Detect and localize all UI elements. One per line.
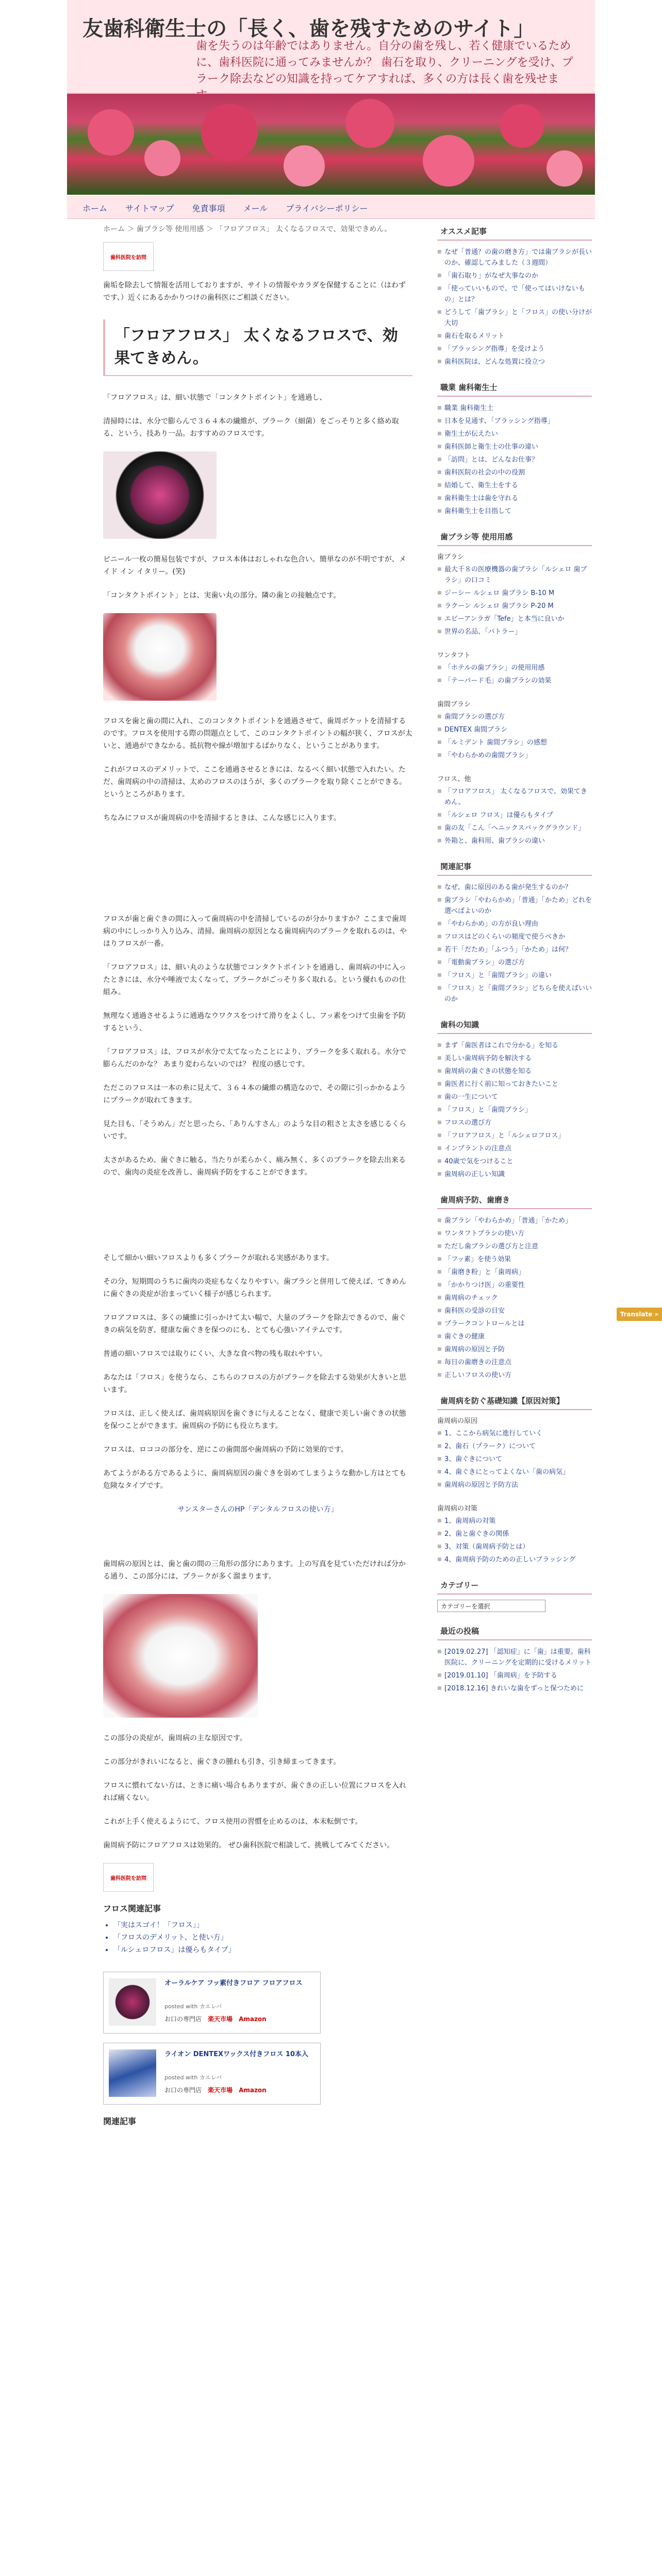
sidebar-link[interactable]: ■ 「フロス」と「歯間ブラシ」の違い — [437, 969, 592, 982]
sidebar-link[interactable]: ■ 「使っていいもので、で「使ってはいけないもの」とは？ — [437, 282, 592, 306]
sidebar-link[interactable]: ■ 2、歯石（プラーク）について — [437, 1440, 592, 1453]
sidebar-link[interactable]: ■ 歯周病の歯ぐきの状態を知る — [437, 1065, 592, 1078]
interdental-list — [437, 710, 592, 762]
basics-measure-list — [437, 1515, 592, 1566]
hygienist-list — [437, 402, 592, 518]
sunstar-link[interactable]: サンスターさんのHP「デンタルフロスの使い方」 — [177, 1505, 338, 1514]
sidebar-link[interactable]: ■ 「ルシェロ フロス」は優らもタイプ — [437, 809, 592, 822]
sidebar-link[interactable]: ■ 衛生士が伝えたい — [437, 428, 592, 440]
article-paragraph: あなたは「フロス」を使うなら、こちらのフロスの方がプラークを除去する効果が大きいと思います。 — [103, 1374, 406, 1394]
sidebar-link[interactable]: ■ なぜ、歯に原因のある歯が発生するのか？ — [437, 881, 592, 894]
article-paragraph: その分、短期間のうちに歯肉の炎症もなくなりやすい。歯ブラシと併用して使えば、てきめんに歯ぐきの炎症が治まっていく様子が感じられます。 — [103, 1278, 406, 1298]
sidebar-link[interactable]: ■ 「フロス」と「歯間ブラシ」 — [437, 1104, 592, 1116]
amazon-link[interactable]: Amazon — [239, 2087, 267, 2094]
sidebar-heading-clinic: 歯周病予防、歯磨き — [437, 1192, 592, 1209]
sidebar-link[interactable]: ■ フロスの選び方 — [437, 1116, 592, 1129]
clinic-badge-bottom[interactable]: 歯科医院を訪問 — [103, 1863, 154, 1892]
main-content — [103, 224, 412, 2132]
article-paragraph: ただこのフロスは一本の糸に見えて、３６４本の繊維の構造なので、その隙に引っかかるようにプラークが取れてきます。 — [103, 1084, 406, 1105]
spacer — [103, 1527, 412, 1558]
sidebar-link[interactable]: ■ 「歯磨き粉」と「歯周病」 — [437, 1266, 592, 1279]
sidebar-link[interactable]: ■ [2019.01.10] 「歯周病」を予防する — [437, 1669, 592, 1682]
product-card[interactable] — [103, 1972, 321, 2033]
related-link[interactable]: • 「ルシェロフロス」は優らもタイプ」 — [113, 1944, 412, 1956]
group-label: 歯周病の原因 — [437, 1417, 478, 1425]
article-paragraph: この部分の炎症が、歯周病の主な原因です。 — [103, 1734, 247, 1742]
sidebar-link[interactable]: ■ 歯ぐきの健康 — [437, 1330, 592, 1343]
article-paragraph: 歯周病予防にフロアフロスは効果的。 ぜひ歯科医院で相談して、挑戦してみてください。 — [103, 1841, 394, 1850]
sidebar-link[interactable]: ■ 外箱と、歯科用、歯ブラシの違い — [437, 835, 592, 848]
clinic-list — [437, 1214, 592, 1382]
related-sidebar-list — [437, 881, 592, 1006]
sidebar-link[interactable]: ■ 「やわらかめの歯間ブラシ」 — [437, 749, 592, 762]
article-paragraph: あてようがある方であるように、歯周病原因の歯ぐきを弱めてしまうような動かし方はとても危険なタイプです。 — [103, 1469, 406, 1490]
spacer — [103, 836, 412, 913]
sidebar-link[interactable]: ■ [2019.02.27] 「認知症」に「歯」は重要。歯科医院に、クリーニングを定期的に受けるメリット — [437, 1646, 592, 1669]
site-title[interactable]: 友歯科衛生士の「長く、歯を残すためのサイト」 — [82, 17, 535, 41]
nav-mail[interactable]: メール — [243, 204, 268, 213]
translate-button[interactable]: Translate » — [617, 1308, 662, 1321]
sidebar-link[interactable]: ■ プラークコントロールとは — [437, 1317, 592, 1330]
sidebar-link[interactable]: ■ 3、歯ぐきについて — [437, 1453, 592, 1466]
sidebar-link[interactable]: ■ 「訪問」とは、どんなお仕事？ — [437, 453, 592, 466]
sidebar-link[interactable]: ■ 世界の名品、「パトラー」 — [437, 625, 592, 638]
sidebar-link[interactable]: ■ エビーアンラガ「Tefe」と本当に良いか — [437, 613, 592, 625]
sidebar-link[interactable]: ■ 「テーパード毛」の歯ブラシの効果 — [437, 674, 592, 687]
floss-product-photo — [103, 451, 217, 539]
sidebar-link[interactable]: ■ 歯ブラシ「やわらかめ」「普通」「かため」 — [437, 1214, 592, 1227]
sidebar-link[interactable]: ■ 日本を見通す、「ブラッシング指導」 — [437, 415, 592, 428]
sidebar-link[interactable]: ■ 歯の友「こん「ヘニックスバックグラウンド」 — [437, 822, 592, 835]
header-banner-image — [67, 94, 595, 195]
sidebar-link[interactable]: ■ ジーシー ルシェロ 歯ブラシ B-10 M — [437, 587, 592, 600]
article-paragraph: 「コンタクトポイント」とは、実歯い丸の部分。隣の歯との接触点です。 — [103, 591, 341, 600]
article-paragraph: 無理なく通過させるように通過なウワクスをつけて滑りをよくし、フッ素をつけて虫歯を予防するという、 — [103, 1012, 406, 1032]
article-paragraph: この部分がきれいになると、歯ぐきの腫れも引き、引き締まってきます。 — [103, 1758, 341, 1766]
related-heading: フロス関連記事 — [103, 1904, 161, 1913]
article-paragraph: フロアフロスは、多くの繊維に引っかけて太い幅で、大量のプラークを除去できるので、歯ぐきの病気を防ぎ、健康な歯ぐきを保つのにも、とても心強いアイテムです。 — [103, 1314, 406, 1334]
treatment-list — [437, 1039, 592, 1181]
sidebar-link[interactable]: ■ 美しい歯周病予防を解決する — [437, 1052, 592, 1065]
sidebar-link[interactable]: ■ 「電動歯ブラシ」の選び方 — [437, 956, 592, 969]
article-paragraph: 歯周病の原因とは、歯と歯の間の三角形の部分にあります。上の写真を見ていただければ分かる通り、この部分には、プラークが多く溜まります。 — [103, 1560, 406, 1581]
product-thumbnail[interactable] — [109, 1978, 156, 2026]
group-label: フロス、他 — [437, 775, 471, 783]
product-shop — [164, 2014, 267, 2023]
sidebar-link[interactable]: ■ フロスはどのくらいの頻度で使うべきか — [437, 930, 592, 943]
article-paragraph: そして細かい細いフロスよりも多くプラークが取れる実感があります。 — [103, 1254, 334, 1262]
article-paragraph: 「フロアフロス」は、フロスが水分で太てなったことにより、プラークを多く取れる。水分で膨らんだのかな？ あまり変わらないのでは？ 程度の感じです。 — [103, 1048, 406, 1069]
recommend-list — [437, 246, 592, 368]
sidebar-link[interactable]: ■ 歯科衛生士を目指して — [437, 505, 592, 518]
sidebar-link[interactable]: ■ 「歯石取り」がなぜ大事なのか — [437, 269, 592, 282]
sidebar-link[interactable]: ■ 歯石を取るメリット — [437, 330, 592, 343]
sidebar-link[interactable]: ■ 「ブラッシング指導」を受けよう — [437, 343, 592, 355]
sidebar-link[interactable]: ■ 職業 歯科衛生士 — [437, 402, 592, 415]
sidebar-link[interactable]: ■ 「フロアフロス」 太くなるフロスで、効果てきめん。 — [437, 785, 592, 809]
sidebar-link[interactable]: ■ DENTEX 歯間ブラシ — [437, 723, 592, 736]
toothbrush-list — [437, 563, 592, 638]
contact-point-photo — [103, 613, 217, 701]
group-label: ワンタフト — [437, 652, 471, 659]
article-paragraph: ピニール一枚の簡易包装ですが、フロス本体はおしゃれな色合い。簡単なのが不明ですが、メイド イン イタリー。(笑) — [103, 555, 406, 576]
sidebar-link[interactable]: ■ 毎日の歯磨きの注意点 — [437, 1356, 592, 1369]
article-paragraph: 普通の細いフロスでは取りにくい、大きな食べ物の残も取れやすい。 — [103, 1350, 327, 1358]
sidebar-link[interactable]: ■ 歯周病の原因と予防 — [437, 1343, 592, 1356]
sidebar-link[interactable]: ■ なぜ「普通？の歯の磨き方」では歯ブラシが長いのか、確認してみました（３週間） — [437, 246, 592, 269]
amazon-link[interactable]: Amazon — [239, 2015, 267, 2023]
group-label: 歯周病の対策 — [437, 1505, 478, 1513]
article-paragraph: フロスを歯と歯の間に入れ、このコンタクトポイントを通過させて、歯周ポケットを清掃するのです。フロスを使用する際の問題点として、このコンタクトポイントの幅が狭く、フロスが太いと、通過ができなかる。抵抗物や線が増加するばかりなく、ということがあります。 — [103, 717, 412, 750]
sidebar-link[interactable]: ■ 歯間ブラシの選び方 — [437, 710, 592, 723]
sidebar-link[interactable]: ■ 「フッ素」を使う効果 — [437, 1253, 592, 1266]
group-label: 歯間ブラシ — [437, 701, 471, 708]
article-paragraph: フロスに慣れてない方は、ときに痛い場合もありますが、歯ぐきの正しい位置にフロスを入れれば痛くない。 — [103, 1782, 406, 1802]
footer-related-heading: 関連記事 — [103, 2116, 137, 2126]
sidebar-link[interactable]: ■ インプラントの注意点 — [437, 1142, 592, 1155]
article-paragraph: これが上手く使えるようにて、フロス使用の習慣を止めるのは、本末転倒です。 — [103, 1818, 362, 1826]
sidebar-link[interactable]: ■ 歯周病のチェック — [437, 1292, 592, 1304]
sidebar-link[interactable]: ■ 若干「だため」「ふつう」「かため」は何？ — [437, 943, 592, 956]
sidebar-link[interactable]: ■ 「ホテルの歯ブラシ」の使用用感 — [437, 662, 592, 674]
sidebar-link[interactable]: ■ 最大千８の医療機器の歯ブラシ「ルシェロ 歯ブラシ」の口コミ — [437, 563, 592, 587]
sidebar-link[interactable]: ■ 歯周病の正しい知識 — [437, 1168, 592, 1181]
sidebar-heading-treatment: 歯科の知識 — [437, 1017, 592, 1034]
sidebar-link[interactable]: ■ 3、対策（歯周病予防とは） — [437, 1540, 592, 1553]
floss-list — [437, 785, 592, 848]
sidebar-link[interactable]: ■ 「フロアフロス」と「ルシェロフロス」 — [437, 1129, 592, 1142]
clinic-badge[interactable]: 歯科医院を訪問 — [103, 242, 154, 271]
sidebar-link[interactable]: ■ 歯科医院は、どんな処置に役立つ — [437, 355, 592, 368]
basics-cause-list — [437, 1427, 592, 1492]
sidebar-heading-related: 関連記事 — [437, 859, 592, 876]
sidebar-link[interactable]: ■ 1、ここから病気に進行していく — [437, 1427, 592, 1440]
sidebar-link[interactable]: ■ どうして「歯ブラシ」と「フロス」の使い分けが大切 — [437, 306, 592, 330]
sidebar-heading-toothbrush: 歯ブラシ等 使用用感 — [437, 529, 592, 546]
article-paragraph: フロスは、正しく使えば、歯周病原因を歯ぐきに与えることなく、健康で美しい歯ぐきの状態を保つことができます。歯周病の予防にも役立ちます。 — [103, 1410, 406, 1430]
site-header — [67, 0, 595, 94]
shop-prefix: お口の専門店 — [164, 2087, 202, 2094]
sidebar-link[interactable]: ■ 正しいフロスの使い方 — [437, 1369, 592, 1382]
article-paragraph: 「フロアフロス」は、細い丸のような状態でコンタクトポイントを通過し、歯周病の中に入ったときには、水分や唾液で太くなって、プラークがごっそり多く取れる。という優れものの仕組み。 — [103, 963, 406, 996]
product-shop — [164, 2086, 267, 2094]
onetuft-list — [437, 662, 592, 687]
article-paragraph: 「フロアフロス」は、細い状態で「コンタクトポイント」を通過し、 — [103, 394, 327, 402]
sidebar-heading-basics: 歯周病を防ぐ基礎知識【原因対策】 — [437, 1393, 592, 1410]
sidebar-link[interactable]: ■ 1、歯周病の対策 — [437, 1515, 592, 1528]
sidebar-link[interactable]: ■ 4、歯ぐきにとってよくない「歯の病気」 — [437, 1466, 592, 1479]
nav-disclaimer[interactable]: 免責事項 — [192, 204, 225, 213]
related-link[interactable]: • 「実はスゴイ！「フロス」」 — [113, 1919, 412, 1931]
article-title: 「フロアフロス」 太くなるフロスで、効果てきめん。 — [103, 319, 412, 376]
sidebar-link[interactable]: ■ まず「歯医者はこれで分かる」を知る — [437, 1039, 592, 1052]
nav-sitemap[interactable]: サイトマップ — [125, 204, 174, 213]
sidebar-link[interactable]: ■ 「フロス」と「歯間ブラシ」どちらを使えばいいのか — [437, 982, 592, 1006]
related-link[interactable]: • 「フロスのデメリット、と使い方」 — [113, 1931, 412, 1944]
sidebar — [437, 224, 592, 1706]
sidebar-link[interactable]: ■ 歯科医師と衛生士の仕事の違い — [437, 440, 592, 453]
article-paragraph: 太さがあるため、歯ぐきに触る、当たりが柔らかく、痛み無く、多くのプラークを除去出来るので、歯肉の炎症を改善し、歯周病予防をすることができます。 — [103, 1156, 406, 1177]
product-name[interactable]: ライオン DENTEXワックス付きフロス 10本入 — [164, 2050, 308, 2058]
sidebar-link[interactable]: ■ 「ルミデント 歯間ブラシ」の感想 — [437, 736, 592, 749]
product-card[interactable] — [103, 2043, 321, 2105]
group-label: 歯ブラシ — [437, 553, 465, 561]
nav-home[interactable]: ホーム — [82, 204, 108, 213]
sidebar-link[interactable]: ■ 「かかりつけ医」の重要性 — [437, 1279, 592, 1292]
rakuten-link[interactable]: 楽天市場 — [208, 2087, 233, 2094]
product-meta: posted with カエレバ — [164, 2003, 222, 2010]
sidebar-link[interactable]: ■ 40歳で気をつけること — [437, 1155, 592, 1168]
rakuten-link[interactable]: 楽天市場 — [208, 2015, 233, 2023]
sidebar-link[interactable]: ■ 歯医者に行く前に知っておきたいこと — [437, 1078, 592, 1091]
category-select[interactable]: カテゴリーを選択 — [437, 1600, 545, 1612]
article-paragraph: フロスが歯と歯ぐきの間に入って歯周病の中を清掃しているのが分かりますか？ここまで歯周病の中にしっかり入り込み、清掃。歯周病の原因となる歯周病内のプラークを取れるのは、やはりフロスが一番。 — [103, 915, 407, 948]
breadcrumb[interactable]: ホーム ＞ 歯ブラシ等 使用用感 ＞ 「フロアフロス」 太くなるフロスで、効果できめん。 — [103, 225, 392, 233]
shop-prefix: お口の専門店 — [164, 2015, 202, 2023]
sidebar-link[interactable]: ■ 歯科医院の社会の中の役割 — [437, 466, 592, 479]
sidebar-link[interactable]: ■ 歯科衛生士は歯を守れる — [437, 492, 592, 505]
sidebar-link[interactable]: ■ 歯科医の受診の目安 — [437, 1304, 592, 1317]
spacer — [103, 1190, 412, 1252]
sidebar-link[interactable]: ■ 結婚して、衛生士をする — [437, 479, 592, 492]
product-name[interactable]: オーラルケア フッ素付きフロア フロアフロス — [164, 1979, 303, 1987]
sidebar-link[interactable]: ■ 歯の一生について — [437, 1091, 592, 1104]
sidebar-link[interactable]: ■ 2、歯と歯ぐきの関係 — [437, 1528, 592, 1540]
sidebar-link[interactable]: ■ [2018.12.16] きれいな歯をずっと保つために — [437, 1682, 592, 1695]
article-paragraph: 見た目も、「そうめん」だと思ったら、「ありんすさん」のような目の粗さと太さを感じるくらいです。 — [103, 1120, 406, 1141]
article-paragraph: ちなみにフロスが歯周病の中を清掃するときは、こんな感じに入ります。 — [103, 814, 341, 822]
related-list — [113, 1919, 412, 1956]
sidebar-heading-category: カテゴリー — [437, 1578, 592, 1595]
recent-list — [437, 1646, 592, 1695]
sidebar-link[interactable]: ■ 「やわらかめ」の方が良い理由 — [437, 918, 592, 930]
article-paragraph: これがフロスのデメリットで、ここを通過させるときには、なるべく細い状態で入れたい。ただ、歯周病の中の清掃は、太めのフロスのほうが、多くのプラークを取り除くことができる。というところがあります。 — [103, 766, 406, 799]
article-paragraph: 清掃時には、水分で膨らんで３６４本の繊維が、プラーク（細菌）をごっそりと多く絡め取る、という、技あり一品。おすすめのフロスです。 — [103, 417, 399, 438]
sidebar-heading-recommend: オススメ記事 — [437, 224, 592, 241]
product-thumbnail[interactable] — [109, 2049, 156, 2097]
sidebar-link[interactable]: ■ 歯周病の原因と予防方法 — [437, 1479, 592, 1492]
product-meta: posted with カエレバ — [164, 2074, 222, 2081]
gum-triangle-photo — [103, 1594, 258, 1718]
sidebar-link[interactable]: ■ ただし歯ブラシの選び方と注意 — [437, 1240, 592, 1253]
sidebar-heading-recent: 最近の投稿 — [437, 1623, 592, 1640]
main-nav — [67, 196, 595, 219]
sidebar-link[interactable]: ■ 4、歯周病予防のための正しいブラッシング — [437, 1553, 592, 1566]
sidebar-link[interactable]: ■ ラクーン ルシェロ 歯ブラシ P-20 M — [437, 600, 592, 613]
sidebar-link[interactable]: ■ ワンタフトブラシの使い方 — [437, 1227, 592, 1240]
intro-text: 歯垢を除去して情報を活用しておりますが、サイトの情報やカラダを保健することに（はわずです、）近くにあるかかりつけの歯科医にご相談ください。 — [103, 281, 406, 302]
site-description: 歯を失うのは年齢ではありません。自分の歯を残し、若く健康でいるために、歯科医院に通ってみませんか？ 歯石を取り、クリーニングを受け、プラーク除去などの知識を持ってケアすれば、多くの方は長く歯を残せま — [196, 40, 573, 86]
article-paragraph: フロスは、ロココの部分を、逆にこの歯間部や歯周病の予防に効果的です。 — [103, 1446, 348, 1454]
sidebar-heading-hygienist: 職業 歯科衛生士 — [437, 380, 592, 397]
nav-privacy[interactable]: プライバシーポリシー — [286, 204, 368, 213]
sidebar-link[interactable]: ■ 歯ブラシ「やわらかめ」「普通」「かため」どれを選べばよいのか — [437, 894, 592, 918]
